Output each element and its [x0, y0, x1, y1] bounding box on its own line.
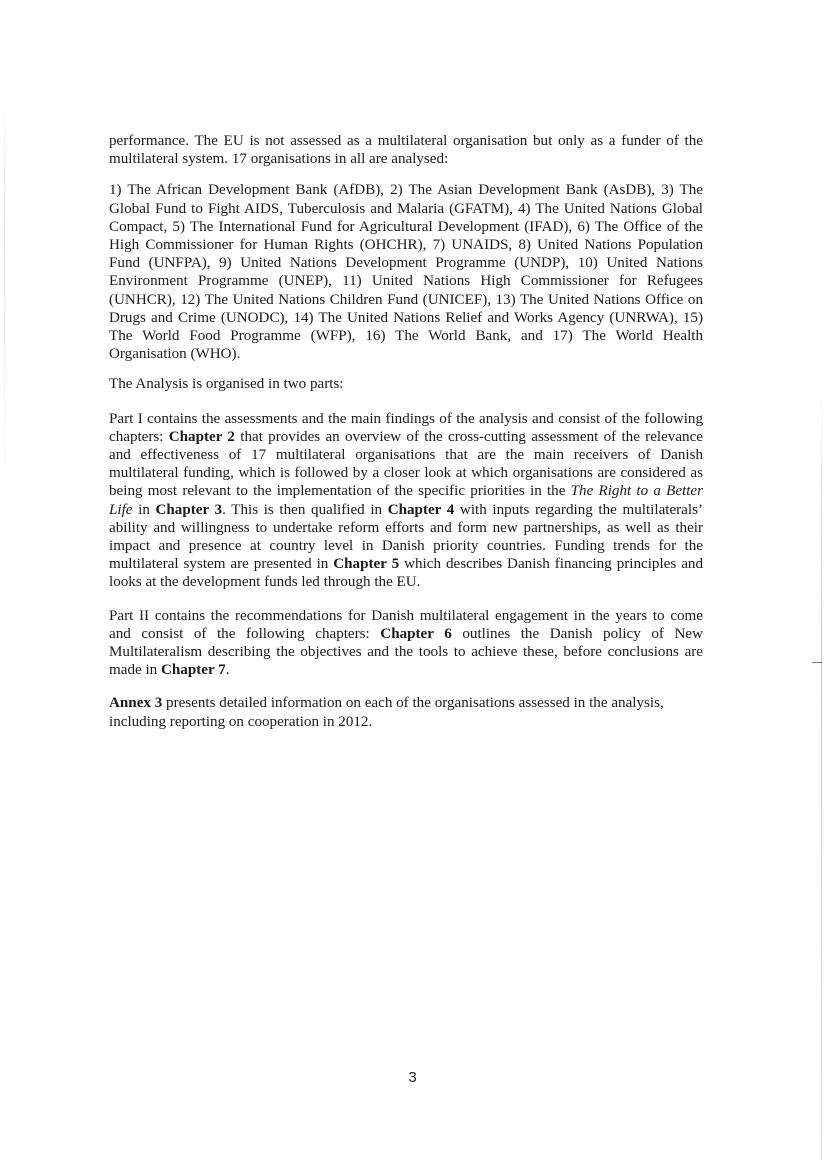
part-one-paragraph: Part I contains the assessments and the main findings of the analysis and consist of the following chapters: Chapter 2 that provides an overview of the cross-cutting assessment of the relevance and effectiveness of 17 multilateral organisations that are the main receivers of Danish multilateral funding, which is followed by a closer look at which organisations are considered as being most relevant to the implementation of the specific priorities in the The Right to a Better Life in Chapter 3. This is then qualified in Chapter 4 with inputs regarding the multilaterals’ ability and willingness to undertake reform efforts and form new partnerships, as well as their impact and presence at country level in Danish priority countries. Funding trends for the multilateral system are presented in Chapter 5 which describes Danish financing principles and looks at the development funds led through the EU.: [109, 410, 703, 591]
chapter-6-ref: Chapter 6: [380, 625, 452, 642]
annex-3-ref: Annex 3: [109, 695, 163, 712]
chapter-3-ref: Chapter 3: [155, 501, 223, 518]
chapter-7-ref: Chapter 7: [160, 662, 226, 679]
body-text: [109, 132, 703, 744]
annex-paragraph: Annex 3 presents detailed information on each of the organisations assessed in the analysis, including reporting on cooperation in 2012.: [109, 695, 664, 730]
chapter-4-ref: Chapter 4: [387, 501, 455, 518]
scan-edge-right: [821, 380, 822, 1160]
chapter-5-ref: Chapter 5: [333, 556, 400, 573]
chapter-2-ref: Chapter 2: [168, 428, 235, 445]
scan-edge-left: [4, 90, 5, 510]
parts-intro-paragraph: The Analysis is organised in two parts:: [109, 376, 344, 393]
scan-edge-mark: [812, 662, 822, 663]
intro-paragraph: performance. The EU is not assessed as a multilateral organisation but only as a funder of the multilateral system. 17 organisations in all are analysed:: [109, 133, 703, 168]
organisations-list-paragraph: 1) The African Development Bank (AfDB), 2) The Asian Development Bank (AsDB), 3) The Global Fund to Fight AIDS, Tuberculosis and Malaria (GFATM), 4) The United Nations Global Compact, 5) The International Fund for Agricultural Development (IFAD), 6) The Office of the High Commissioner for Human Rights (OHCHR), 7) UNAIDS, 8) United Nations Population Fund (UNFPA), 9) United Nations Development Programme (UNDP), 10) United Nations Environment Programme (UNEP), 11) United Nations High Commissioner for Refugees (UNHCR), 12) The United Nations Children Fund (UNICEF), 13) The United Nations Office on Drugs and Crime (UNODC), 14) The United Nations Relief and Works Agency (UNRWA), 15) The World Food Programme (WFP), 16) The World Bank, and 17) The World Health Organisation (WHO).: [109, 182, 703, 363]
page-number: 3: [408, 1069, 417, 1086]
part-two-paragraph: Part II contains the recommendations for Danish multilateral engagement in the years to come and consist of the following chapters: Chapter 6 outlines the Danish policy of New Multilateralism describing the objectives and the tools to achieve these, before conclusions are made in Chapter 7.: [109, 607, 703, 679]
right-to-better-life-title: The Right to a Better Life: [109, 483, 703, 518]
